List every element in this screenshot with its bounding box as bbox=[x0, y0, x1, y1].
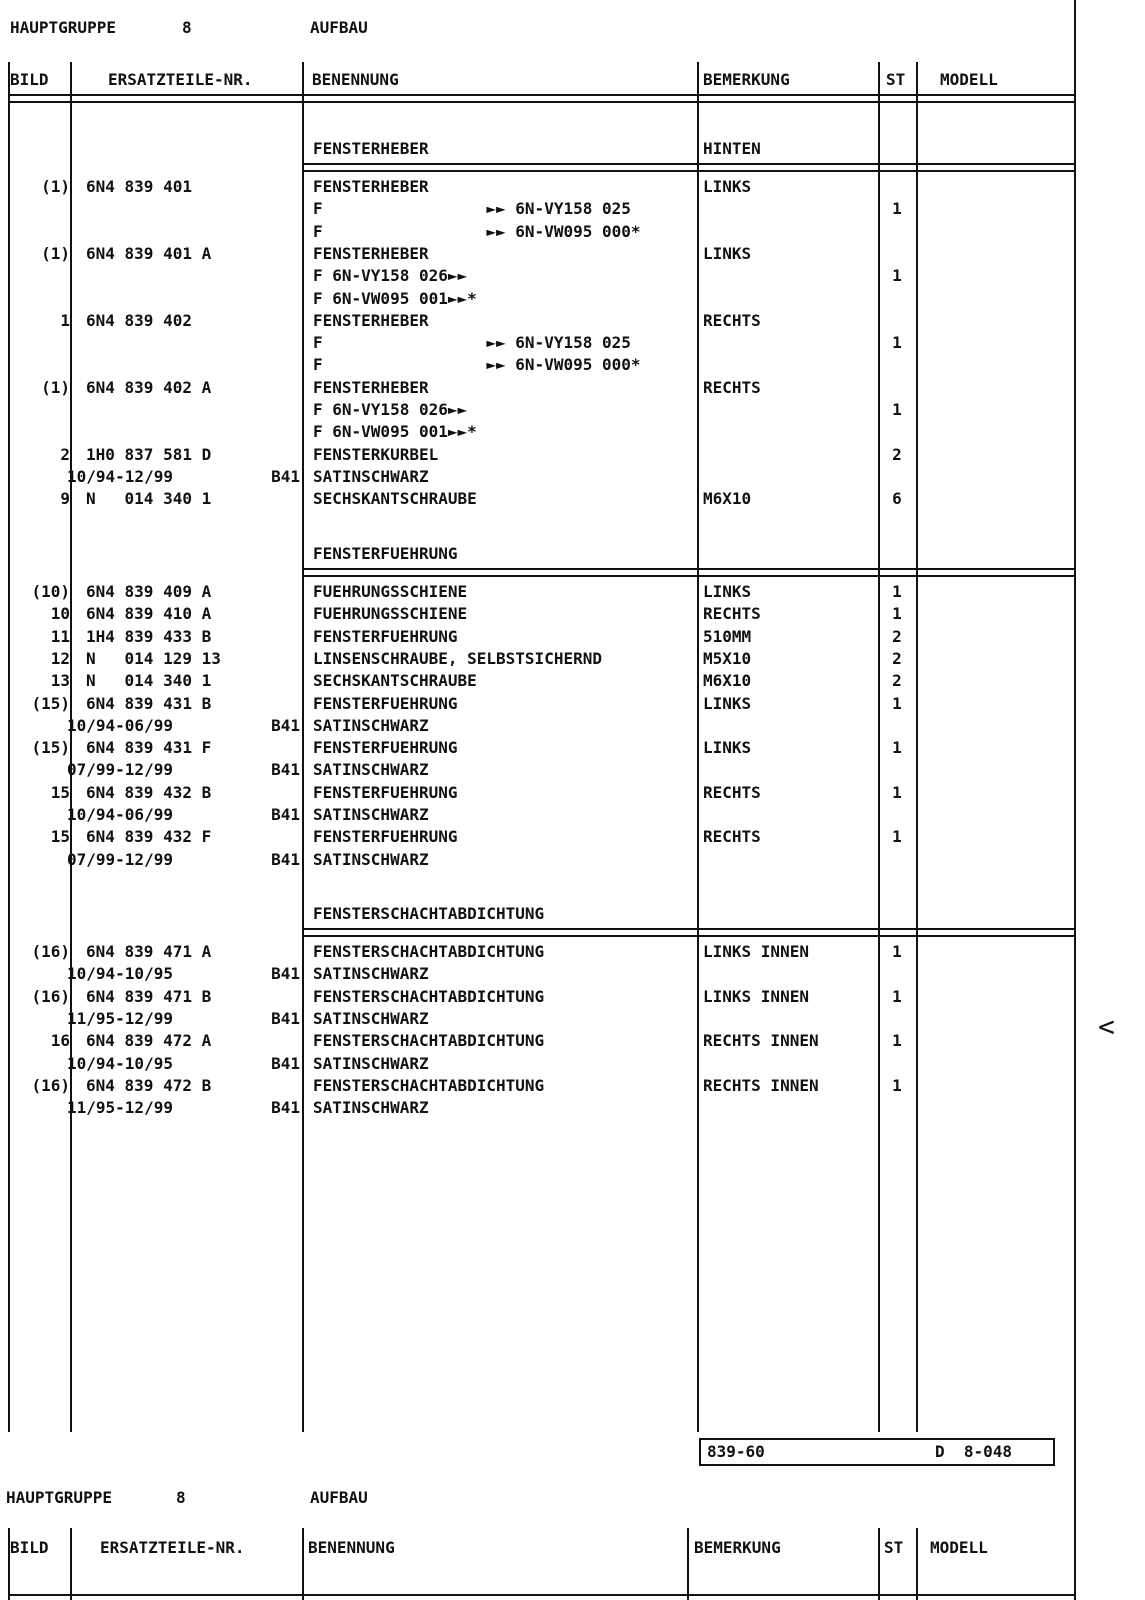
table-row bbox=[0, 626, 1080, 648]
cell-bemerkung: LINKS bbox=[703, 582, 752, 601]
section-title: FENSTERHEBER bbox=[313, 139, 429, 158]
group-label: HAUPTGRUPPE bbox=[10, 18, 116, 37]
table-row bbox=[0, 963, 1080, 985]
table-row bbox=[0, 737, 1080, 759]
table-row bbox=[0, 693, 1080, 715]
table-row bbox=[0, 670, 1080, 692]
cell-benennung: SATINSCHWARZ bbox=[313, 715, 429, 735]
cell-date-range: 10/94-10/95 bbox=[67, 964, 173, 984]
table-row bbox=[0, 1097, 1080, 1119]
cell-bild: 12 bbox=[50, 648, 70, 668]
cell-color-code: B41 bbox=[271, 760, 300, 780]
cell-quantity: 1 bbox=[892, 1031, 902, 1051]
cell-quantity: 1 bbox=[892, 986, 902, 1006]
cell-part-number: 6N4 839 472 B bbox=[86, 1075, 212, 1095]
section-remark: HINTEN bbox=[703, 139, 761, 158]
cell-benennung: LINSENSCHRAUBE, SELBSTSICHERND bbox=[313, 648, 602, 668]
table-row bbox=[0, 849, 1080, 871]
section-title: FENSTERSCHACHTABDICHTUNG bbox=[313, 904, 545, 923]
cell-benennung: FENSTERFUEHRUNG bbox=[313, 782, 458, 802]
cell-bild: 2 bbox=[60, 444, 70, 464]
column-divider-st-bottom bbox=[916, 1528, 918, 1600]
cell-benennung: F 6N-VY158 026►► bbox=[313, 266, 468, 286]
table-row bbox=[0, 1053, 1080, 1075]
cell-color-code: B41 bbox=[271, 805, 300, 824]
section-double-rule bbox=[304, 928, 1074, 937]
cell-benennung: FENSTERFUEHRUNG bbox=[313, 738, 458, 758]
table-row bbox=[0, 444, 1080, 466]
table-row bbox=[0, 198, 1080, 220]
table-row bbox=[0, 176, 1080, 198]
cell-color-code: B41 bbox=[271, 1008, 300, 1028]
table-row bbox=[0, 715, 1080, 737]
cell-bild: (1) bbox=[41, 377, 70, 397]
cell-bemerkung: RECHTS bbox=[703, 827, 761, 847]
section-double-rule bbox=[304, 163, 1074, 172]
col-benennung: BENENNUNG bbox=[312, 70, 399, 89]
bottom-rule bbox=[8, 1594, 1076, 1596]
cell-date-range: 10/94-06/99 bbox=[67, 715, 173, 735]
cell-benennung: F ►► 6N-VY158 025 bbox=[313, 199, 631, 219]
cell-bemerkung: 510MM bbox=[703, 626, 752, 646]
cell-bild: (10) bbox=[31, 582, 70, 601]
cell-color-code: B41 bbox=[271, 964, 300, 984]
cell-quantity: 2 bbox=[892, 648, 902, 668]
cell-color-code: B41 bbox=[271, 715, 300, 735]
table-row bbox=[0, 288, 1080, 310]
cell-bemerkung: RECHTS bbox=[703, 310, 761, 330]
cell-bemerkung: LINKS bbox=[703, 177, 752, 196]
col-benennung-bottom: BENENNUNG bbox=[308, 1538, 395, 1557]
cell-benennung: F 6N-VY158 026►► bbox=[313, 400, 468, 419]
footer-code: 839-60 bbox=[707, 1442, 765, 1461]
table-row bbox=[0, 421, 1080, 443]
cell-bemerkung: M6X10 bbox=[703, 489, 752, 509]
cell-benennung: SATINSCHWARZ bbox=[313, 1008, 429, 1028]
cell-date-range: 07/99-12/99 bbox=[67, 760, 173, 780]
cell-quantity: 1 bbox=[892, 782, 902, 802]
cell-bild: (1) bbox=[41, 177, 70, 196]
cell-date-range: 10/94-10/95 bbox=[67, 1053, 173, 1073]
cell-benennung: FENSTERFUEHRUNG bbox=[313, 827, 458, 847]
cell-bemerkung: M5X10 bbox=[703, 648, 752, 668]
cell-bild: 13 bbox=[50, 671, 70, 691]
page-reference-box bbox=[699, 1438, 1055, 1466]
cell-bild: 9 bbox=[60, 489, 70, 509]
cell-benennung: FENSTERFUEHRUNG bbox=[313, 693, 458, 713]
table-row bbox=[0, 986, 1080, 1008]
table-row bbox=[0, 265, 1080, 287]
table-row bbox=[0, 243, 1080, 265]
cell-benennung: F 6N-VW095 001►►* bbox=[313, 422, 477, 442]
table-row bbox=[0, 488, 1080, 510]
cell-bemerkung: LINKS bbox=[703, 738, 752, 758]
cell-color-code: B41 bbox=[271, 466, 300, 486]
cell-quantity: 1 bbox=[892, 400, 902, 419]
cell-benennung: SATINSCHWARZ bbox=[313, 1098, 429, 1118]
cell-bild: 16 bbox=[50, 1031, 70, 1051]
cell-quantity: 2 bbox=[892, 671, 902, 691]
cell-quantity: 6 bbox=[892, 489, 902, 509]
col-modell: MODELL bbox=[940, 70, 998, 89]
cell-bemerkung: M6X10 bbox=[703, 671, 752, 691]
footer-page: D 8-048 bbox=[935, 1442, 1013, 1461]
cell-benennung: F 6N-VW095 001►►* bbox=[313, 288, 477, 308]
cell-bemerkung: RECHTS bbox=[703, 782, 761, 802]
col-bemerkung: BEMERKUNG bbox=[703, 70, 790, 89]
cell-benennung: FENSTERHEBER bbox=[313, 377, 429, 397]
table-row bbox=[0, 354, 1080, 376]
cell-benennung: FENSTERSCHACHTABDICHTUNG bbox=[313, 942, 545, 961]
cell-color-code: B41 bbox=[271, 1098, 300, 1118]
cell-benennung: F ►► 6N-VW095 000* bbox=[313, 221, 641, 241]
cell-quantity: 1 bbox=[892, 738, 902, 758]
cell-benennung: FUEHRUNGSSCHIENE bbox=[313, 604, 468, 624]
cell-bild: (15) bbox=[31, 738, 70, 758]
cell-benennung: SATINSCHWARZ bbox=[313, 849, 429, 869]
table-row bbox=[0, 1075, 1080, 1097]
cell-bild: 1 bbox=[60, 310, 70, 330]
column-divider-benennung-bottom bbox=[687, 1528, 689, 1600]
cell-benennung: FENSTERKURBEL bbox=[313, 444, 439, 464]
cell-part-number: 1H0 837 581 D bbox=[86, 444, 212, 464]
cell-part-number: 6N4 839 432 F bbox=[86, 827, 212, 847]
table-row bbox=[0, 804, 1080, 826]
cell-bemerkung: RECHTS INNEN bbox=[703, 1075, 819, 1095]
cell-bemerkung: RECHTS INNEN bbox=[703, 1031, 819, 1051]
cell-benennung: FENSTERHEBER bbox=[313, 243, 429, 263]
cell-quantity: 1 bbox=[892, 1075, 902, 1095]
table-row bbox=[0, 826, 1080, 848]
table-row bbox=[0, 399, 1080, 421]
cell-part-number: 6N4 839 402 bbox=[86, 310, 192, 330]
cell-bild: (16) bbox=[31, 942, 70, 961]
cell-benennung: FUEHRUNGSSCHIENE bbox=[313, 582, 468, 601]
cell-bild: (16) bbox=[31, 1075, 70, 1095]
table-row bbox=[0, 332, 1080, 354]
cell-benennung: FENSTERFUEHRUNG bbox=[313, 626, 458, 646]
column-divider-bild-bottom bbox=[70, 1528, 72, 1600]
table-row bbox=[0, 581, 1080, 603]
cell-bild: (16) bbox=[31, 986, 70, 1006]
cell-quantity: 1 bbox=[892, 199, 902, 219]
cell-bemerkung: RECHTS bbox=[703, 604, 761, 624]
cell-bild: 11 bbox=[50, 626, 70, 646]
cell-part-number: 6N4 839 409 A bbox=[86, 582, 212, 601]
cell-bemerkung: RECHTS bbox=[703, 377, 761, 397]
cell-part-number: N 014 340 1 bbox=[86, 671, 212, 691]
section-title-row bbox=[0, 138, 1080, 160]
cell-quantity: 1 bbox=[892, 604, 902, 624]
table-row bbox=[0, 466, 1080, 488]
cell-benennung: FENSTERHEBER bbox=[313, 177, 429, 196]
cell-part-number: 6N4 839 410 A bbox=[86, 604, 212, 624]
col-st-bottom: ST bbox=[884, 1538, 904, 1557]
table-row bbox=[0, 759, 1080, 781]
margin-mark: < bbox=[1098, 1010, 1115, 1043]
col-modell-bottom: MODELL bbox=[930, 1538, 988, 1557]
group-name: AUFBAU bbox=[310, 18, 368, 37]
cell-benennung: SATINSCHWARZ bbox=[313, 1053, 429, 1073]
cell-quantity: 1 bbox=[892, 333, 902, 353]
cell-benennung: FENSTERSCHACHTABDICHTUNG bbox=[313, 986, 545, 1006]
cell-quantity: 1 bbox=[892, 693, 902, 713]
cell-bemerkung: LINKS bbox=[703, 693, 752, 713]
cell-date-range: 11/95-12/99 bbox=[67, 1008, 173, 1028]
table-row bbox=[0, 377, 1080, 399]
column-divider-nr-bottom bbox=[302, 1528, 304, 1600]
cell-part-number: 6N4 839 471 B bbox=[86, 986, 212, 1006]
col-bemerkung-bottom: BEMERKUNG bbox=[694, 1538, 781, 1557]
cell-date-range: 11/95-12/99 bbox=[67, 1098, 173, 1118]
cell-benennung: SATINSCHWARZ bbox=[313, 805, 429, 824]
cell-bild: 15 bbox=[50, 782, 70, 802]
section-double-rule bbox=[304, 568, 1074, 577]
cell-date-range: 10/94-06/99 bbox=[67, 805, 173, 824]
cell-bemerkung: LINKS INNEN bbox=[703, 986, 809, 1006]
cell-bemerkung: LINKS INNEN bbox=[703, 942, 809, 961]
cell-bild: (15) bbox=[31, 693, 70, 713]
table-row bbox=[0, 941, 1080, 963]
col-bild: BILD bbox=[10, 70, 49, 89]
cell-benennung: SECHSKANTSCHRAUBE bbox=[313, 671, 477, 691]
cell-date-range: 10/94-12/99 bbox=[67, 466, 173, 486]
col-st: ST bbox=[886, 70, 906, 89]
table-row bbox=[0, 782, 1080, 804]
cell-quantity: 1 bbox=[892, 582, 902, 601]
table-row bbox=[0, 648, 1080, 670]
cell-benennung: SATINSCHWARZ bbox=[313, 964, 429, 984]
cell-benennung: FENSTERSCHACHTABDICHTUNG bbox=[313, 1031, 545, 1051]
cell-benennung: SATINSCHWARZ bbox=[313, 466, 429, 486]
cell-benennung: F ►► 6N-VY158 025 bbox=[313, 333, 631, 353]
cell-benennung: SATINSCHWARZ bbox=[313, 760, 429, 780]
section-title-row bbox=[0, 903, 1080, 925]
column-divider-bemerkung-bottom bbox=[878, 1528, 880, 1600]
cell-benennung: F ►► 6N-VW095 000* bbox=[313, 355, 641, 375]
cell-bild: 10 bbox=[50, 604, 70, 624]
cell-bild: (1) bbox=[41, 243, 70, 263]
col-nr-bottom: ERSATZTEILE-NR. bbox=[100, 1538, 245, 1557]
cell-date-range: 07/99-12/99 bbox=[67, 849, 173, 869]
section-title: FENSTERFUEHRUNG bbox=[313, 544, 458, 563]
cell-quantity: 1 bbox=[892, 827, 902, 847]
cell-benennung: FENSTERHEBER bbox=[313, 310, 429, 330]
cell-color-code: B41 bbox=[271, 849, 300, 869]
group-name-bottom: AUFBAU bbox=[310, 1488, 368, 1507]
cell-quantity: 2 bbox=[892, 626, 902, 646]
group-number-bottom: 8 bbox=[176, 1488, 186, 1507]
group-number: 8 bbox=[182, 18, 192, 37]
cell-part-number: 6N4 839 401 bbox=[86, 177, 192, 196]
cell-benennung: FENSTERSCHACHTABDICHTUNG bbox=[313, 1075, 545, 1095]
cell-quantity: 1 bbox=[892, 942, 902, 961]
cell-quantity: 2 bbox=[892, 444, 902, 464]
cell-part-number: 6N4 839 431 B bbox=[86, 693, 212, 713]
cell-quantity: 1 bbox=[892, 266, 902, 286]
cell-part-number: 6N4 839 402 A bbox=[86, 377, 212, 397]
table-row bbox=[0, 310, 1080, 332]
cell-part-number: N 014 129 13 bbox=[86, 648, 221, 668]
cell-bemerkung: LINKS bbox=[703, 243, 752, 263]
cell-part-number: N 014 340 1 bbox=[86, 489, 212, 509]
cell-benennung: SECHSKANTSCHRAUBE bbox=[313, 489, 477, 509]
section-title-row bbox=[0, 543, 1080, 565]
cell-bild: 15 bbox=[50, 827, 70, 847]
cell-part-number: 6N4 839 471 A bbox=[86, 942, 212, 961]
cell-color-code: B41 bbox=[271, 1053, 300, 1073]
cell-part-number: 1H4 839 433 B bbox=[86, 626, 212, 646]
group-label-bottom: HAUPTGRUPPE bbox=[6, 1488, 112, 1507]
cell-part-number: 6N4 839 401 A bbox=[86, 243, 212, 263]
cell-part-number: 6N4 839 432 B bbox=[86, 782, 212, 802]
col-bild-bottom: BILD bbox=[10, 1538, 49, 1557]
table-row bbox=[0, 603, 1080, 625]
table-row bbox=[0, 1030, 1080, 1052]
cell-part-number: 6N4 839 472 A bbox=[86, 1031, 212, 1051]
table-row bbox=[0, 1008, 1080, 1030]
col-nr: ERSATZTEILE-NR. bbox=[108, 70, 253, 89]
table-row bbox=[0, 221, 1080, 243]
cell-part-number: 6N4 839 431 F bbox=[86, 738, 212, 758]
